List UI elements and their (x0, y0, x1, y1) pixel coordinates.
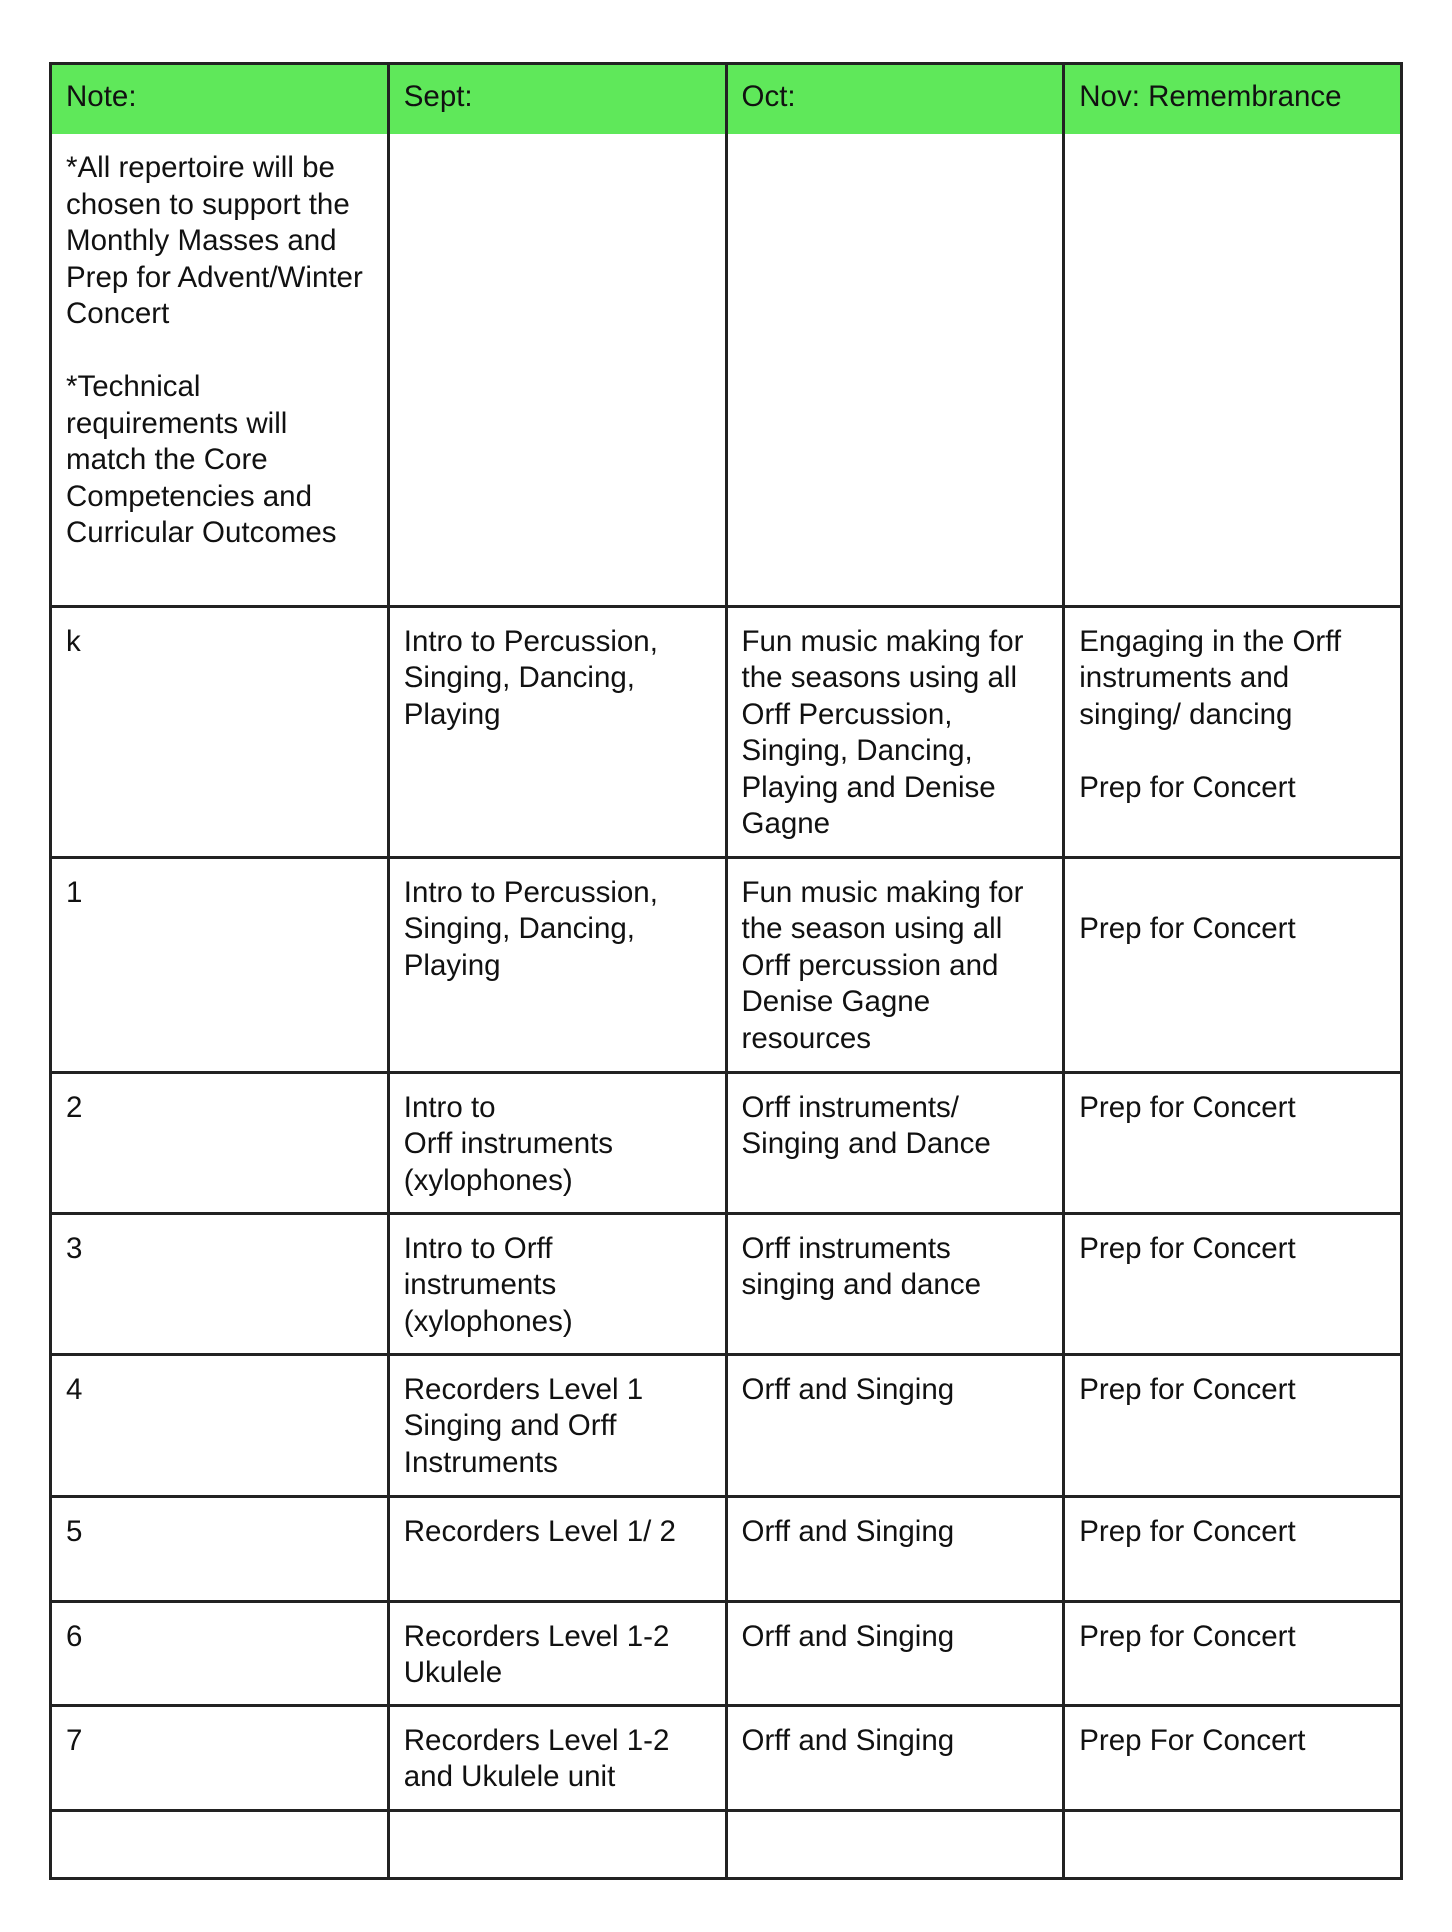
sept-cell: Intro to Percussion, Singing, Dancing, Playing (388, 857, 726, 1072)
sept-cell (388, 1810, 726, 1878)
grade-cell: k (51, 606, 389, 857)
oct-cell: Orff and Singing (726, 1354, 1064, 1496)
table-row (51, 1072, 1402, 1213)
nov-cell: Prep For Concert (1064, 1705, 1402, 1810)
oct-cell: Fun music making for the season using all Orff percussion and Denise Gagne resources (726, 857, 1064, 1072)
header-row (51, 64, 1402, 135)
oct-cell: Orff and Singing (726, 1601, 1064, 1705)
table-row (51, 606, 1402, 857)
sept-cell: Recorders Level 1/ 2 (388, 1496, 726, 1601)
table-row (51, 1601, 1402, 1705)
note-oct-cell (726, 134, 1064, 606)
table-row (51, 1213, 1402, 1354)
table-row (51, 1496, 1402, 1601)
grade-cell: 3 (51, 1213, 389, 1354)
nov-cell: Prep for Concert (1064, 1072, 1402, 1213)
table-row (51, 1705, 1402, 1810)
note-nov-cell (1064, 134, 1402, 606)
oct-cell: Orff instruments/ Singing and Dance (726, 1072, 1064, 1213)
header-oct: Oct: (726, 64, 1064, 135)
table-row (51, 1354, 1402, 1496)
grade-cell: 5 (51, 1496, 389, 1601)
grade-cell: 7 (51, 1705, 389, 1810)
table-row (51, 1810, 1402, 1878)
oct-cell: Fun music making for the seasons using all Orff Percussion, Singing, Dancing, Playing and Denise Gagne (726, 606, 1064, 857)
oct-cell: Orff and Singing (726, 1496, 1064, 1601)
nov-cell: Engaging in the Orff instruments and singing/ dancing Prep for Concert (1064, 606, 1402, 857)
note-cell: *All repertoire will be chosen to support the Monthly Masses and Prep for Advent/Winter Concert *Technical requirements will match the Core Competencies and Curricular Outcomes (51, 134, 389, 606)
sept-cell: Intro to Orff instruments (xylophones) (388, 1072, 726, 1213)
nov-cell (1064, 1810, 1402, 1878)
sept-cell: Recorders Level 1-2 Ukulele (388, 1601, 726, 1705)
sept-cell: Recorders Level 1 Singing and Orff Instruments (388, 1354, 726, 1496)
note-row (51, 134, 1402, 606)
nov-cell: Prep for Concert (1064, 1354, 1402, 1496)
nov-cell: Prep for Concert (1064, 1496, 1402, 1601)
sept-cell: Recorders Level 1-2 and Ukulele unit (388, 1705, 726, 1810)
sept-cell: Intro to Percussion, Singing, Dancing, Playing (388, 606, 726, 857)
header-note: Note: (51, 64, 389, 135)
note-sept-cell (388, 134, 726, 606)
grade-cell: 6 (51, 1601, 389, 1705)
grade-cell: 1 (51, 857, 389, 1072)
grade-cell (51, 1810, 389, 1878)
curriculum-table (49, 62, 1403, 1880)
header-nov: Nov: Remembrance (1064, 64, 1402, 135)
sept-cell: Intro to Orff instruments (xylophones) (388, 1213, 726, 1354)
table-row (51, 857, 1402, 1072)
header-sept: Sept: (388, 64, 726, 135)
oct-cell (726, 1810, 1064, 1878)
nov-cell: Prep for Concert (1064, 1601, 1402, 1705)
nov-cell: Prep for Concert (1064, 857, 1402, 1072)
grade-cell: 2 (51, 1072, 389, 1213)
nov-cell: Prep for Concert (1064, 1213, 1402, 1354)
grade-cell: 4 (51, 1354, 389, 1496)
oct-cell: Orff and Singing (726, 1705, 1064, 1810)
oct-cell: Orff instruments singing and dance (726, 1213, 1064, 1354)
